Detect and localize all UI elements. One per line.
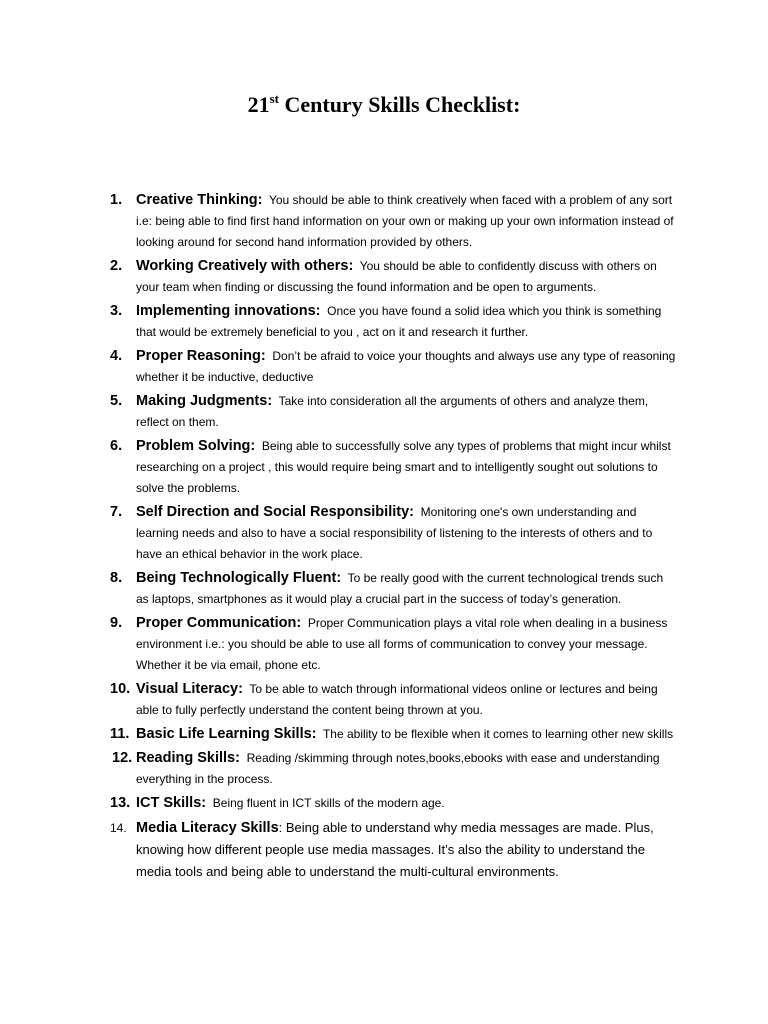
item-label: Media Literacy Skills	[136, 820, 279, 836]
item-description: The ability to be flexible when it comes to learning other new skills	[322, 727, 674, 741]
item-label: Problem Solving:	[136, 438, 256, 454]
item-description: To be really good with the current technological trends such as laptops, smartphones as it would play a crucial part in the success of today’s generation.	[136, 571, 664, 606]
list-item	[110, 391, 678, 433]
list-item	[110, 256, 678, 298]
item-description: Monitoring one's own understanding and learning needs and also to have a social responsibility of listening to the interests of others and to have an ethical behavior in the work place.	[136, 505, 653, 561]
item-description: Being fluent in ICT skills of the modern age.	[212, 796, 445, 810]
list-item	[110, 346, 678, 388]
item-number: 14.	[110, 821, 127, 835]
title-superscript: st	[269, 91, 279, 106]
item-number: 12.	[112, 750, 133, 766]
item-number: 1.	[110, 192, 123, 208]
list-item	[110, 502, 678, 565]
list-item	[110, 190, 678, 253]
item-label: Self Direction and Social Responsibility:	[136, 504, 414, 520]
title-suffix: Century Skills Checklist:	[278, 92, 521, 117]
list-item	[110, 679, 678, 721]
skills-checklist	[110, 190, 678, 886]
item-description: Proper Communication plays a vital role when dealing in a business environment i.e.: you should be able to use all forms of communication to convey your message. Whether it be via email, phone etc.	[136, 616, 668, 672]
item-number: 10.	[110, 681, 131, 697]
page-title	[0, 92, 768, 118]
item-description: Being able to successfully solve any types of problems that might incur whilst researching on a project , this would require being smart and to intelligently sought out solutions to solve the problems.	[136, 439, 671, 495]
item-label: Visual Literacy:	[136, 681, 243, 697]
item-number: 5.	[110, 393, 123, 409]
item-description: Reading /skimming through notes,books,ebooks with ease and understanding everything in the process.	[136, 751, 660, 786]
item-label: Basic Life Learning Skills:	[136, 726, 317, 742]
item-description: Take into consideration all the arguments of others and analyze them, reflect on them.	[136, 394, 649, 429]
item-number: 9.	[110, 615, 123, 631]
item-number: 13.	[110, 795, 131, 811]
item-number: 6.	[110, 438, 123, 454]
item-label: Reading Skills:	[136, 750, 240, 766]
list-item	[110, 793, 678, 814]
item-description: You should be able to confidently discuss with others on your team when finding or discussing the found information and be open to arguments.	[136, 259, 657, 294]
item-label: Proper Reasoning:	[136, 348, 266, 364]
title-prefix: 21	[247, 92, 270, 117]
item-description: : Being able to understand why media messages are made. Plus, knowing how different people use media massages. It’s also the ability to understand the media tools and being able to understand the multi-cultural environments.	[136, 820, 654, 879]
item-description: To be able to watch through informational videos online or lectures and being able to fully perfectly understand the content being thrown at you.	[136, 682, 658, 717]
list-item	[110, 817, 678, 883]
item-number: 4.	[110, 348, 123, 364]
item-number: 2.	[110, 258, 123, 274]
item-label: Proper Communication:	[136, 615, 302, 631]
item-number: 3.	[110, 303, 123, 319]
list-item	[110, 568, 678, 610]
list-item	[110, 301, 678, 343]
item-description: Once you have found a solid idea which you think is something that would be extremely beneficial to you , act on it and research it further.	[136, 304, 662, 339]
item-label: Implementing innovations:	[136, 303, 321, 319]
item-label: Being Technologically Fluent:	[136, 570, 342, 586]
item-number: 8.	[110, 570, 123, 586]
item-label: Creative Thinking:	[136, 192, 263, 208]
list-item	[110, 724, 678, 745]
item-number: 11.	[110, 726, 130, 742]
item-description: Don’t be afraid to voice your thoughts and always use any type of reasoning whether it be inductive, deductive	[136, 349, 676, 384]
list-item	[110, 613, 678, 676]
item-number: 7.	[110, 504, 123, 520]
item-label: ICT Skills:	[136, 795, 207, 811]
item-label: Making Judgments:	[136, 393, 273, 409]
list-item	[110, 748, 678, 790]
item-label: Working Creatively with others:	[136, 258, 354, 274]
item-description: You should be able to think creatively when faced with a problem of any sort i.e: being able to find first hand information on your own or making up your own information instead of looking around for second hand information provided by others.	[136, 193, 674, 249]
list-item	[110, 436, 678, 499]
